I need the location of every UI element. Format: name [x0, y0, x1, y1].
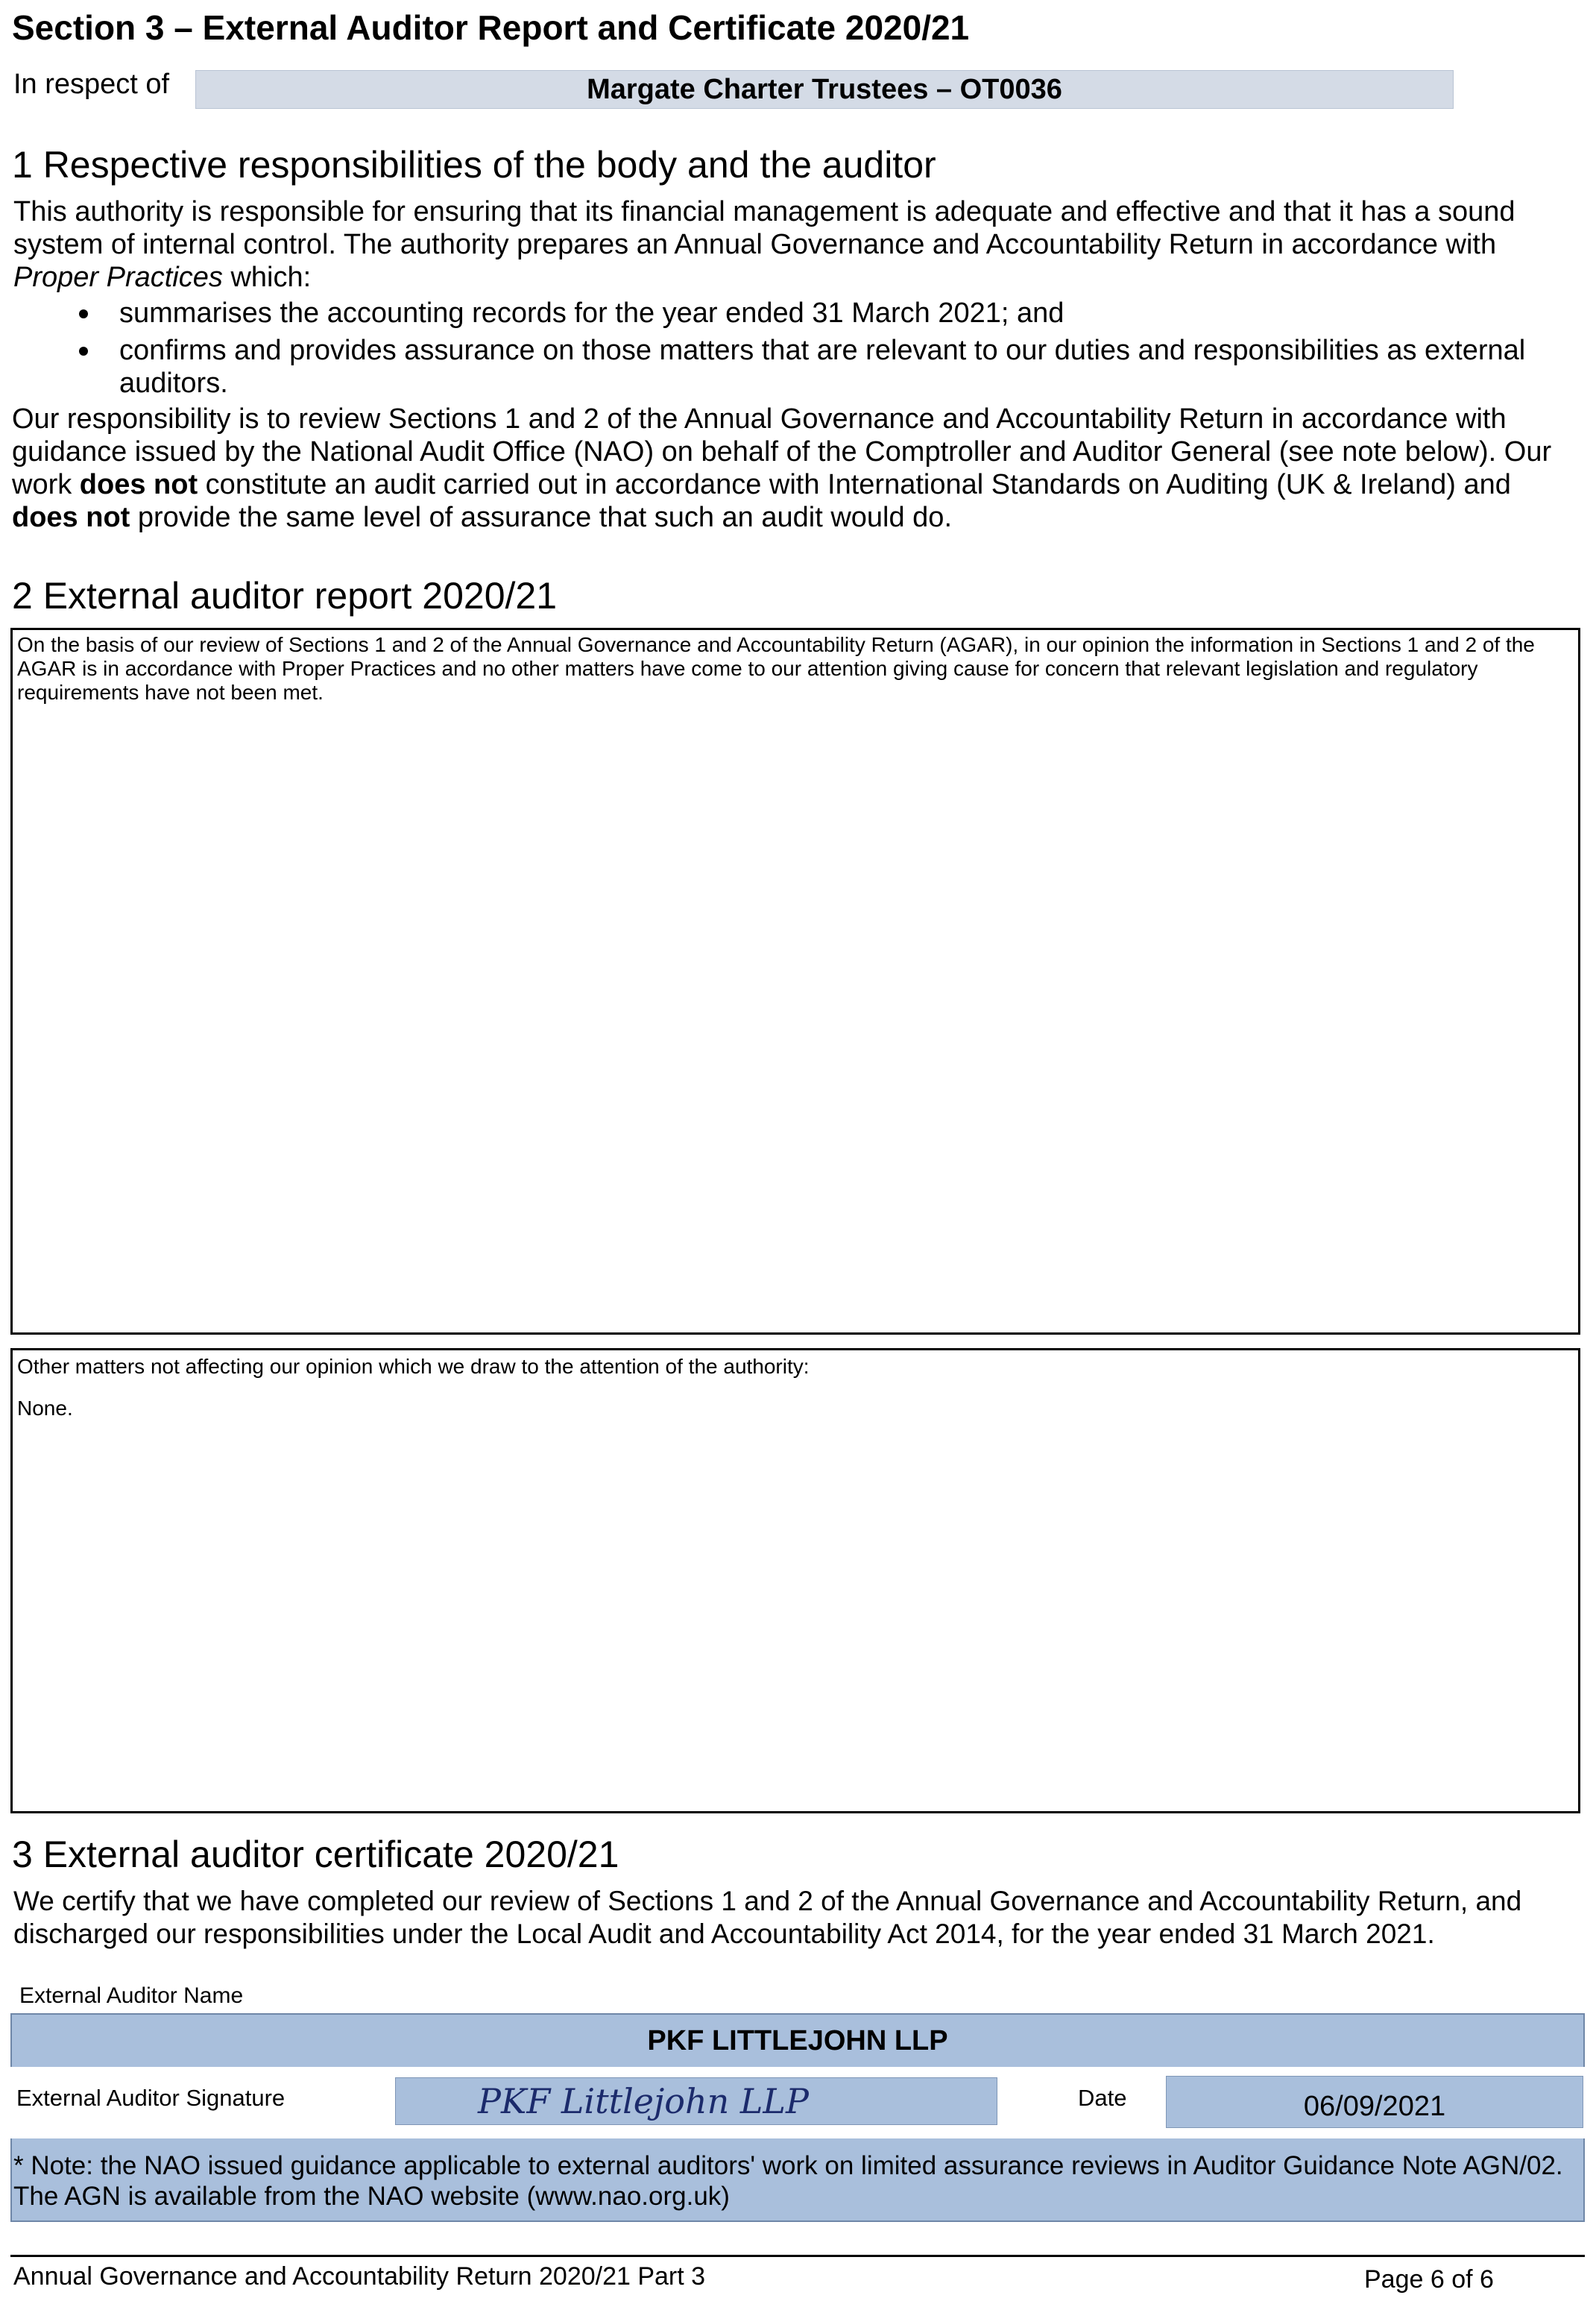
other-matters-box [10, 1348, 1580, 1813]
auditor-name: PKF LITTLEJOHN LLP [647, 2024, 948, 2056]
part1-bullet-list [13, 297, 1579, 400]
part3-heading: 3 External auditor certificate 2020/21 [12, 1834, 619, 1875]
date-label: Date [1078, 2085, 1127, 2111]
nao-note: * Note: the NAO issued guidance applicable to external auditors' work on limited assurance reviews in Auditor Guidance Note AGN/02. The AGN is available from the NAO website (www.nao.org.uk) [13, 2151, 1563, 2211]
other-matters-label: Other matters not affecting our opinion which we draw to the attention of the authority: [17, 1355, 810, 1378]
certificate-text: We certify that we have completed our review of Sections 1 and 2 of the Annual Governance and Accountability Return, and discharged our responsibilities under the Local Audit and Accountability Act 2014, for the year ended 31 March 2021. [13, 1886, 1522, 1949]
part1-responsibility: Our responsibility is to review Sections 1 and 2 of the Annual Governance and Accountability Return in accordance with guidance issued by the National Audit Office (NAO) on behalf of the Comptroller and Auditor General (see note below). Our work does not constitute an audit carried out in accordance with International Standards on Auditing (UK & Ireland) and does not provide the same level of assurance that such an audit would do. [12, 403, 1552, 533]
part1-heading: 1 Respective responsibilities of the body and the auditor [12, 144, 936, 186]
auditor-signature: PKF Littlejohn LLP [478, 2081, 809, 2121]
part1-intro: This authority is responsible for ensuring that its financial management is adequate and effective and that it has a sound system of internal control. The authority prepares an Annual Governance and Accountability Return in accordance with Proper Practices which: [13, 196, 1515, 293]
date-field [1166, 2076, 1583, 2128]
opinion-text: On the basis of our review of Sections 1 and 2 of the Annual Governance and Accountability Return (AGAR), in our opinion the information in Sections 1 and 2 of the AGAR is in accordance with Proper Practices and no other matters have come to our attention giving cause for concern that relevant legislation and regulatory requirements have not been met. [17, 633, 1535, 704]
page-number: Page 6 of 6 [1364, 2265, 1494, 2294]
auditor-name-label: External Auditor Name [19, 1983, 244, 2008]
signature-label: External Auditor Signature [16, 2085, 286, 2111]
list-item: confirms and provides assurance on those matters that are relevant to our duties and responsibilities as external auditors. [13, 334, 1579, 400]
signature-field [395, 2077, 997, 2125]
opinion-box [10, 628, 1580, 1335]
authority-name: Margate Charter Trustees – OT0036 [587, 73, 1062, 105]
section-title: Section 3 – External Auditor Report and Certificate 2020/21 [12, 8, 970, 47]
list-item: summarises the accounting records for the year ended 31 March 2021; and [13, 297, 1579, 330]
footer-rule [10, 2255, 1585, 2257]
part2-heading: 2 External auditor report 2020/21 [12, 575, 558, 617]
footer-title: Annual Governance and Accountability Return 2020/21 Part 3 [13, 2262, 706, 2291]
authority-name-field [195, 70, 1454, 109]
date-value: 06/09/2021 [1303, 2091, 1446, 2122]
in-respect-label: In respect of [13, 69, 170, 100]
other-matters-value: None. [17, 1397, 73, 1420]
